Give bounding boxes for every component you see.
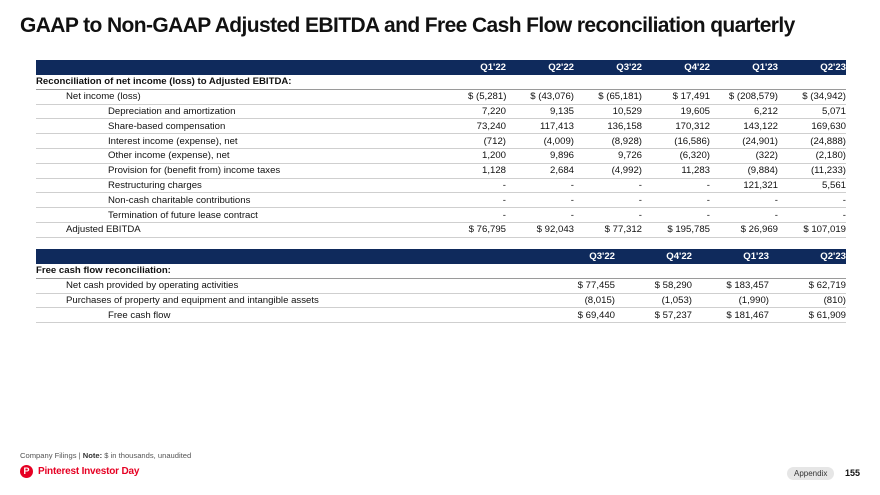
- table-cell: $ 77,455: [577, 280, 615, 292]
- table-cell: -: [774, 209, 778, 221]
- table-cell: 169,630: [811, 120, 846, 132]
- section-label: Reconciliation of net income (loss) to Adjusted EBITDA:: [36, 76, 292, 88]
- row-label: Restructuring charges: [108, 179, 202, 191]
- table-row: [36, 294, 846, 309]
- table-cell: (24,901): [742, 135, 778, 147]
- table-cell: $ 61,909: [808, 309, 846, 321]
- table-cell: $ 77,312: [604, 224, 642, 236]
- table-cell: 9,135: [549, 105, 574, 117]
- footnote: [20, 451, 191, 460]
- row-label: Non-cash charitable contributions: [108, 194, 251, 206]
- table-cell: 73,240: [476, 120, 506, 132]
- table-cell: 2,684: [549, 165, 574, 177]
- free-cash-flow-table: [36, 249, 846, 323]
- table-cell: (712): [483, 135, 506, 147]
- table-row: [36, 193, 846, 208]
- table-row: [36, 134, 846, 149]
- table-cell: -: [570, 179, 574, 191]
- row-label: Free cash flow: [108, 309, 171, 321]
- table-cell: 117,413: [540, 120, 574, 132]
- column-header: Q4'22: [666, 251, 692, 262]
- table-row: [36, 164, 846, 179]
- table-cell: 11,283: [681, 165, 710, 177]
- section-heading-row: [36, 264, 846, 279]
- table-cell: $ 62,719: [808, 280, 846, 292]
- table-cell: (8,928): [611, 135, 642, 147]
- table-cell: $ 181,467: [726, 309, 769, 321]
- table-cell: (11,233): [810, 165, 846, 177]
- row-label: Provision for (benefit from) income taxes: [108, 165, 281, 177]
- table-cell: (322): [755, 150, 778, 162]
- column-header: Q2'22: [548, 62, 574, 73]
- table-cell: -: [638, 194, 642, 206]
- row-label: Purchases of property and equipment and intangible assets: [66, 294, 319, 306]
- table-cell: -: [570, 209, 574, 221]
- table-cell: 1,128: [481, 165, 506, 177]
- table-cell: $ (43,076): [530, 91, 574, 103]
- pinterest-logo-icon: P: [20, 465, 33, 478]
- brand-name: Pinterest Investor Day: [38, 466, 140, 477]
- table-cell: $ 26,969: [740, 224, 778, 236]
- footnote-note-label: Note:: [82, 451, 103, 460]
- adjusted-ebitda-table: [36, 60, 846, 238]
- table-cell: (4,992): [611, 165, 642, 177]
- row-label: Net income (loss): [66, 91, 141, 103]
- table-cell: 136,158: [607, 120, 642, 132]
- table-cell: -: [502, 194, 506, 206]
- table-cell: -: [638, 179, 642, 191]
- column-header: Q4'22: [684, 62, 710, 73]
- table-row: [36, 149, 846, 164]
- table-cell: 6,212: [753, 105, 778, 117]
- table-cell: (9,884): [747, 165, 778, 177]
- table-cell: 1,200: [481, 150, 506, 162]
- table-cell: $ 17,491: [672, 91, 710, 103]
- table-cell: $ 183,457: [726, 280, 769, 292]
- table-cell: $ 107,019: [803, 224, 846, 236]
- table-cell: $ 57,237: [654, 309, 692, 321]
- table-cell: -: [502, 209, 506, 221]
- table-cell: 19,605: [680, 105, 710, 117]
- table-row: [36, 279, 846, 294]
- column-header: Q3'22: [616, 62, 642, 73]
- table-cell: -: [570, 194, 574, 206]
- table-cell: 9,896: [549, 150, 574, 162]
- row-label: Net cash provided by operating activities: [66, 280, 239, 292]
- table-cell: 143,122: [743, 120, 778, 132]
- table-cell: $ 195,785: [667, 224, 710, 236]
- column-header: Q1'22: [480, 62, 506, 73]
- table-cell: (1,053): [661, 294, 692, 306]
- row-label: Other income (expense), net: [108, 150, 230, 162]
- table-cell: -: [638, 209, 642, 221]
- table-row: [36, 223, 846, 238]
- table-cell: -: [706, 194, 710, 206]
- footnote-source: Company Filings |: [20, 451, 83, 460]
- table-cell: (2,180): [815, 150, 846, 162]
- table-cell: $ (65,181): [598, 91, 642, 103]
- table-row: [36, 119, 846, 134]
- table-cell: 10,529: [612, 105, 642, 117]
- table-row: [36, 208, 846, 223]
- brand-logo: [20, 465, 139, 478]
- table-cell: $ (208,579): [728, 91, 778, 103]
- table-cell: -: [774, 194, 778, 206]
- table-cell: (24,888): [810, 135, 846, 147]
- row-label: Adjusted EBITDA: [66, 224, 141, 236]
- table-cell: -: [842, 194, 846, 206]
- page-number: 155: [845, 468, 861, 478]
- row-label: Interest income (expense), net: [108, 135, 238, 147]
- table-cell: (810): [823, 294, 846, 306]
- column-header: Q3'22: [589, 251, 615, 262]
- section-label: Free cash flow reconciliation:: [36, 265, 171, 277]
- table-header-row: [36, 60, 846, 75]
- row-label: Depreciation and amortization: [108, 105, 236, 117]
- table-cell: $ 92,043: [536, 224, 574, 236]
- table-cell: -: [502, 179, 506, 191]
- table-row: [36, 105, 846, 120]
- appendix-badge: Appendix: [787, 467, 834, 480]
- table-cell: (16,586): [674, 135, 710, 147]
- table-cell: 7,220: [481, 105, 506, 117]
- table-cell: (1,990): [738, 294, 769, 306]
- table-cell: 5,071: [821, 105, 846, 117]
- table-cell: -: [842, 209, 846, 221]
- row-label: Termination of future lease contract: [108, 209, 258, 221]
- column-header: Q1'23: [752, 62, 778, 73]
- table-cell: -: [706, 179, 710, 191]
- row-label: Share-based compensation: [108, 120, 226, 132]
- column-header: Q2'23: [820, 62, 846, 73]
- column-header: Q2'23: [820, 251, 846, 262]
- table-cell: 5,561: [821, 179, 846, 191]
- table-cell: $ 58,290: [654, 280, 692, 292]
- footnote-note-text: $ in thousands, unaudited: [102, 451, 192, 460]
- page-title: GAAP to Non-GAAP Adjusted EBITDA and Free Cash Flow reconciliation quarterly: [20, 14, 795, 37]
- table-cell: -: [706, 209, 710, 221]
- table-row: [36, 308, 846, 323]
- table-cell: 170,312: [675, 120, 710, 132]
- table-cell: $ (34,942): [802, 91, 846, 103]
- table-cell: $ 76,795: [468, 224, 506, 236]
- table-cell: 121,321: [743, 179, 778, 191]
- table-cell: (6,320): [679, 150, 710, 162]
- table-row: [36, 90, 846, 105]
- table-cell: $ 69,440: [577, 309, 615, 321]
- section-heading-row: [36, 75, 846, 90]
- table-header-row: [36, 249, 846, 264]
- table-row: [36, 179, 846, 194]
- table-cell: $ (5,281): [468, 91, 507, 103]
- column-header: Q1'23: [743, 251, 769, 262]
- table-cell: 9,726: [617, 150, 642, 162]
- table-cell: (8,015): [584, 294, 615, 306]
- table-cell: (4,009): [543, 135, 574, 147]
